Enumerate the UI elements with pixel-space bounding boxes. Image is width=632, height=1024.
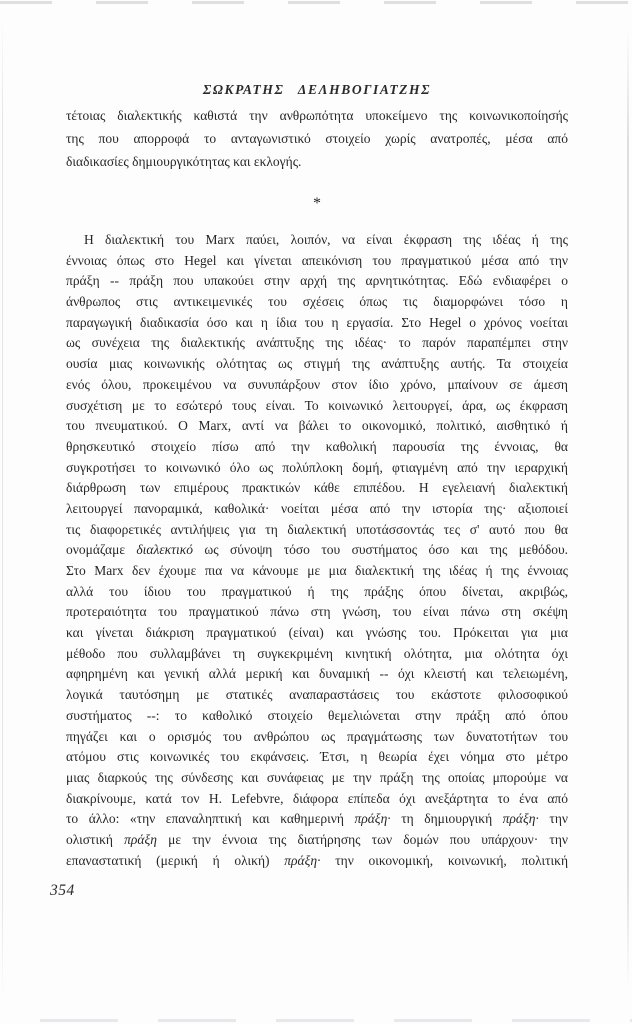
scan-edge-top (0, 1, 632, 4)
text-line: αφηρημένη και γενική αλλά μερική και δυναμική -- όχι κλειστή και τελειωμένη, (66, 666, 568, 682)
text-line: τις διαφορετικές αντιλήψεις για τη διαλεκτική υποτάσσοντάς τες σ' αυτό που θα (66, 521, 568, 537)
text-line: λειτουργεί πανοραμικά, καθολικά· νοείται μέσα από την ιστορία της· αξιοποιεί (66, 500, 568, 516)
text-line: ονομάζαμε διαλεκτικό ως σύνοψη τόσο του συστήματος όσο και της μεθόδου. (66, 542, 568, 558)
text-line: ενός όλου, προκειμένου να συνυπάρξουν στον ίδιο χρόνο, μπαίνουν σε άμεση (66, 376, 568, 392)
text-line: του πνευματικού. Ο Marx, αντί να βάλει το οικονομικό, πολιτικό, αισθητικό ή (66, 418, 568, 434)
text-line: διαδικασίες δημιουργικότητας και εκλογής. (66, 154, 302, 169)
text-line: ως συνέχεια της διαλεκτικής ανάπτυξης της ιδέας· το παρόν παραπέμπει στην (66, 335, 568, 351)
text-line: συγκροτήσει το κοινωνικό όλο ως πολύπλοκη δομή, φτιαγμένη από την ιεραρχική (66, 459, 568, 475)
text-line: θρησκευτικό στοιχείο πίσω από την καθολική παρουσία της έννοιας, θα (66, 438, 568, 454)
text-line: αλλά του ίδιου του πραγματικού ή της πράξης όπου δίνεται, ακριβώς, (66, 583, 568, 599)
section-divider-asterisk: * (313, 195, 321, 212)
text-line: συστήματος --: το καθολικό στοιχείο θεμελιώνεται στην πράξη από όπου (66, 707, 568, 723)
scan-edge-bottom (0, 1019, 632, 1022)
text-line: μέθοδο που συλλαμβάνει τη συγκεκριμένη κινητική ολότητα, μια ολότητα όχι (66, 645, 568, 661)
text-line: ουσία μιας κοινωνικής ολότητας ως στιγμή της ανάπτυξης αυτής. Τα στοιχεία (66, 356, 568, 372)
page-number: 354 (50, 882, 75, 899)
continuation-paragraph (66, 104, 568, 173)
text-line: το άλλο: «την επαναληπτική και καθημερινή πράξη· τη δημιουργική πράξη· την (66, 811, 568, 827)
text-line: της που απορροφά το ανταγωνιστικό στοιχείο χωρίς ανατροπές, μέσα από (66, 131, 568, 146)
running-header: ΣΩΚΡΑΤΗΣ ΔΕΛΗΒΟΓΙΑΤΖΗΣ (202, 82, 432, 97)
text-line: παραγωγική διαδικασία όσο και η ίδια του η εργασία. Στο Hegel ο χρόνος νοείται (66, 314, 568, 330)
text-line: συσχέτιση με το εσώτερό τους είναι. Το κοινωνικό λειτουργεί, άρα, ως έκφραση (66, 397, 568, 413)
text-line: πράξη -- πράξη που υπακούει στην αρχή της αρνητικότητας. Εδώ ενδιαφέρει ο (66, 273, 568, 289)
text-line: τέτοιας διαλεκτικής καθιστά την ανθρωπότητα υποκείμενο της κοινωνικοποίησής (66, 108, 568, 123)
text-line: Στο Marx δεν έχουμε πια να κάνουμε με μια διαλεκτική της ιδέας ή της έννοιας (66, 563, 568, 578)
text-line: μιας διαρκούς της σύνδεσης και συνάφειας με την πράξη της οποίας μπορούμε να (66, 769, 568, 785)
text-line: έννοιας όπως στο Hegel και γίνεται απεικόνιση του πραγματικού μέσα από την (66, 252, 568, 268)
text-line: Η διαλεκτική του Marx παύει, λοιπόν, να είναι έκφραση της ιδέας ή της (84, 232, 568, 247)
text-line: και γίνεται διάκριση πραγματικού (είναι) και γνώσης του. Πρόκειται για μια (66, 625, 568, 641)
text-line: λογικά ταυτόσημη με στατικές αναπαραστάσεις του εκάστοτε φιλοσοφικού (66, 687, 568, 703)
text-line: διάρθρωση των επιμέρους πρακτικών κάθε επιπέδου. Η εγελειανή διαλεκτική (66, 480, 568, 496)
scan-edge-right (627, 28, 629, 988)
text-line: άνθρωπος στις αντικειμενικές του σχέσεις όπως τις διαμορφώνει τόσο η (66, 294, 568, 310)
text-line: πηγάζει και ο ορισμός του ανθρώπου ως πραγμάτωσης των δυνατοτήτων του (66, 728, 568, 744)
main-paragraph (66, 230, 568, 871)
text-line: ατόμου στις κοινωνικές του εκφάνσεις. Έτσι, η θεωρία έχει νόημα στο μέτρο (66, 749, 568, 765)
text-line: ολιστική πράξη με την έννοια της διατήρησης των δομών που υπάρχουν· την (66, 831, 568, 847)
text-line: διακρίνουμε, κατά τον H. Lefebvre, διάφορα επίπεδα όχι ανεξάρτητα το ένα από (66, 790, 568, 806)
text-line: προτεραιότητα του πραγματικού πάνω στη γνώση, του είναι πάνω στη σκέψη (66, 604, 568, 620)
text-line: επαναστατική (μερική ή ολική) πράξη· την οικονομική, κοινωνική, πολιτική (66, 852, 568, 868)
scan-edge-left (2, 20, 3, 1000)
